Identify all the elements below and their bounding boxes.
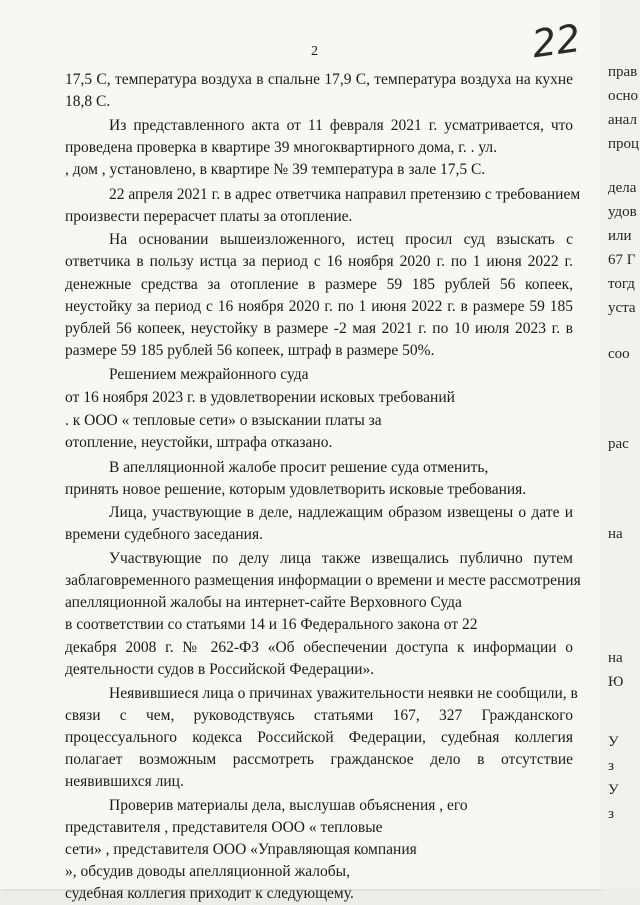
text-line: представителя , представителя ООО « тепловые bbox=[65, 819, 383, 836]
margin-fragment: удов bbox=[608, 204, 637, 220]
text-line: декабря 2008 г. № 262-ФЗ «Об обеспечении доступа к информации о bbox=[65, 639, 573, 656]
text-line: процессуального кодекса Российской Федерации, судебная коллегия bbox=[65, 729, 573, 746]
text-line: Проверив материалы дела, выслушав объяснения , его bbox=[109, 797, 468, 814]
margin-fragment: 67 Г bbox=[608, 252, 636, 268]
margin-fragment: соо bbox=[608, 346, 630, 362]
text-line: », обсудив доводы апелляционной жалобы, bbox=[65, 863, 350, 880]
text-line: отопление, неустойки, штрафа отказано. bbox=[65, 434, 333, 451]
text-line: , дом , установлено, в квартире № 39 температура в зале 17,5 С. bbox=[65, 161, 486, 178]
margin-fragment: з bbox=[608, 758, 614, 774]
text-line: апелляционной жалобы на интернет-сайте Верховного Суда bbox=[65, 594, 462, 611]
margin-fragment: рас bbox=[608, 436, 629, 452]
text-line: 17,5 С, температура воздуха в спальне 17,9 С, температура воздуха на кухне bbox=[65, 71, 573, 88]
text-line: неявившихся лиц. bbox=[65, 773, 184, 790]
margin-fragment: Ю bbox=[608, 674, 624, 690]
margin-fragment: У bbox=[608, 734, 619, 750]
text-line: денежные средства за отопление в размере 59 185 рублей 56 копеек, bbox=[65, 276, 573, 293]
text-line: связи с чем, руководствуясь статьями 167, 327 Гражданского bbox=[65, 707, 573, 724]
text-line: 22 апреля 2021 г. в адрес ответчика направил претензию с требованием bbox=[109, 186, 581, 203]
text-line: размере 59 185 рублей 56 копеек, штраф в размере 50%. bbox=[65, 342, 435, 359]
text-line: деятельности судов в Российской Федерации». bbox=[65, 661, 375, 678]
text-line: рублей 56 копеек, неустойку в размере -2 мая 2021 г. по 10 июля 2023 г. в bbox=[65, 320, 573, 337]
text-line: Лица, участвующие в деле, надлежащим образом извещены о дате и bbox=[109, 504, 573, 521]
text-line: . к ООО « тепловые сети» о взыскании платы за bbox=[65, 412, 382, 429]
text-line: полагает возможным рассмотреть гражданское дело в отсутствие bbox=[65, 751, 573, 768]
text-line: от 16 ноября 2023 г. в удовлетворении исковых требований bbox=[65, 389, 455, 406]
text-line: Участвующие по делу лица также извещались публично путем bbox=[109, 550, 573, 567]
text-line: В апелляционной жалобе просит решение суда отменить, bbox=[109, 459, 489, 476]
text-line: произвести перерасчет платы за отопление. bbox=[65, 208, 353, 225]
margin-fragment: дела bbox=[608, 180, 637, 196]
page-number: 2 bbox=[311, 44, 318, 59]
text-line: неустойку за период с 16 ноября 2020 г. по 1 июня 2022 г. в размере 59 185 bbox=[65, 298, 573, 315]
text-line: На основании вышеизложенного, истец просил суд взыскать с bbox=[109, 231, 573, 248]
text-line: принять новое решение, которым удовлетворить исковые требования. bbox=[65, 481, 527, 498]
margin-fragment: прав bbox=[608, 64, 638, 80]
text-line: Решением межрайонного суда bbox=[109, 366, 309, 383]
margin-fragment: анал bbox=[608, 112, 637, 128]
margin-fragment: з bbox=[608, 806, 614, 822]
text-line: судебная коллегия приходит к следующему. bbox=[65, 885, 354, 902]
margin-fragment: У bbox=[608, 782, 619, 798]
text-line: в соответствии со статьями 14 и 16 Федерального закона от 22 bbox=[65, 616, 478, 633]
margin-fragment: тогд bbox=[608, 276, 635, 292]
text-line: времени судебного заседания. bbox=[65, 526, 263, 543]
text-line: проведена проверка в квартире 39 многоквартирного дома, г. . ул. bbox=[65, 139, 497, 156]
margin-fragment: или bbox=[608, 228, 632, 244]
margin-fragment: уста bbox=[608, 300, 636, 316]
text-line: 18,8 С. bbox=[65, 93, 111, 110]
text-line: ответчика в пользу истца за период с 16 ноября 2020 г. по 1 июня 2022 г. bbox=[65, 253, 573, 270]
margin-fragment: проц bbox=[608, 136, 640, 152]
text-line: заблаговременного размещения информации о времени и месте рассмотрения bbox=[65, 572, 581, 589]
text-line: сети» , представителя ООО «Управляющая компания bbox=[65, 841, 417, 858]
text-line: Неявившиеся лица о причинах уважительности неявки не сообщили, в bbox=[109, 685, 578, 702]
adjacent-page-edge bbox=[600, 0, 640, 889]
margin-fragment: осно bbox=[608, 88, 639, 104]
handwritten-signature: 22 bbox=[529, 15, 584, 67]
margin-fragment: на bbox=[608, 650, 623, 666]
margin-fragment: на bbox=[608, 526, 623, 542]
text-line: Из представленного акта от 11 февраля 2021 г. усматривается, что bbox=[109, 117, 573, 134]
